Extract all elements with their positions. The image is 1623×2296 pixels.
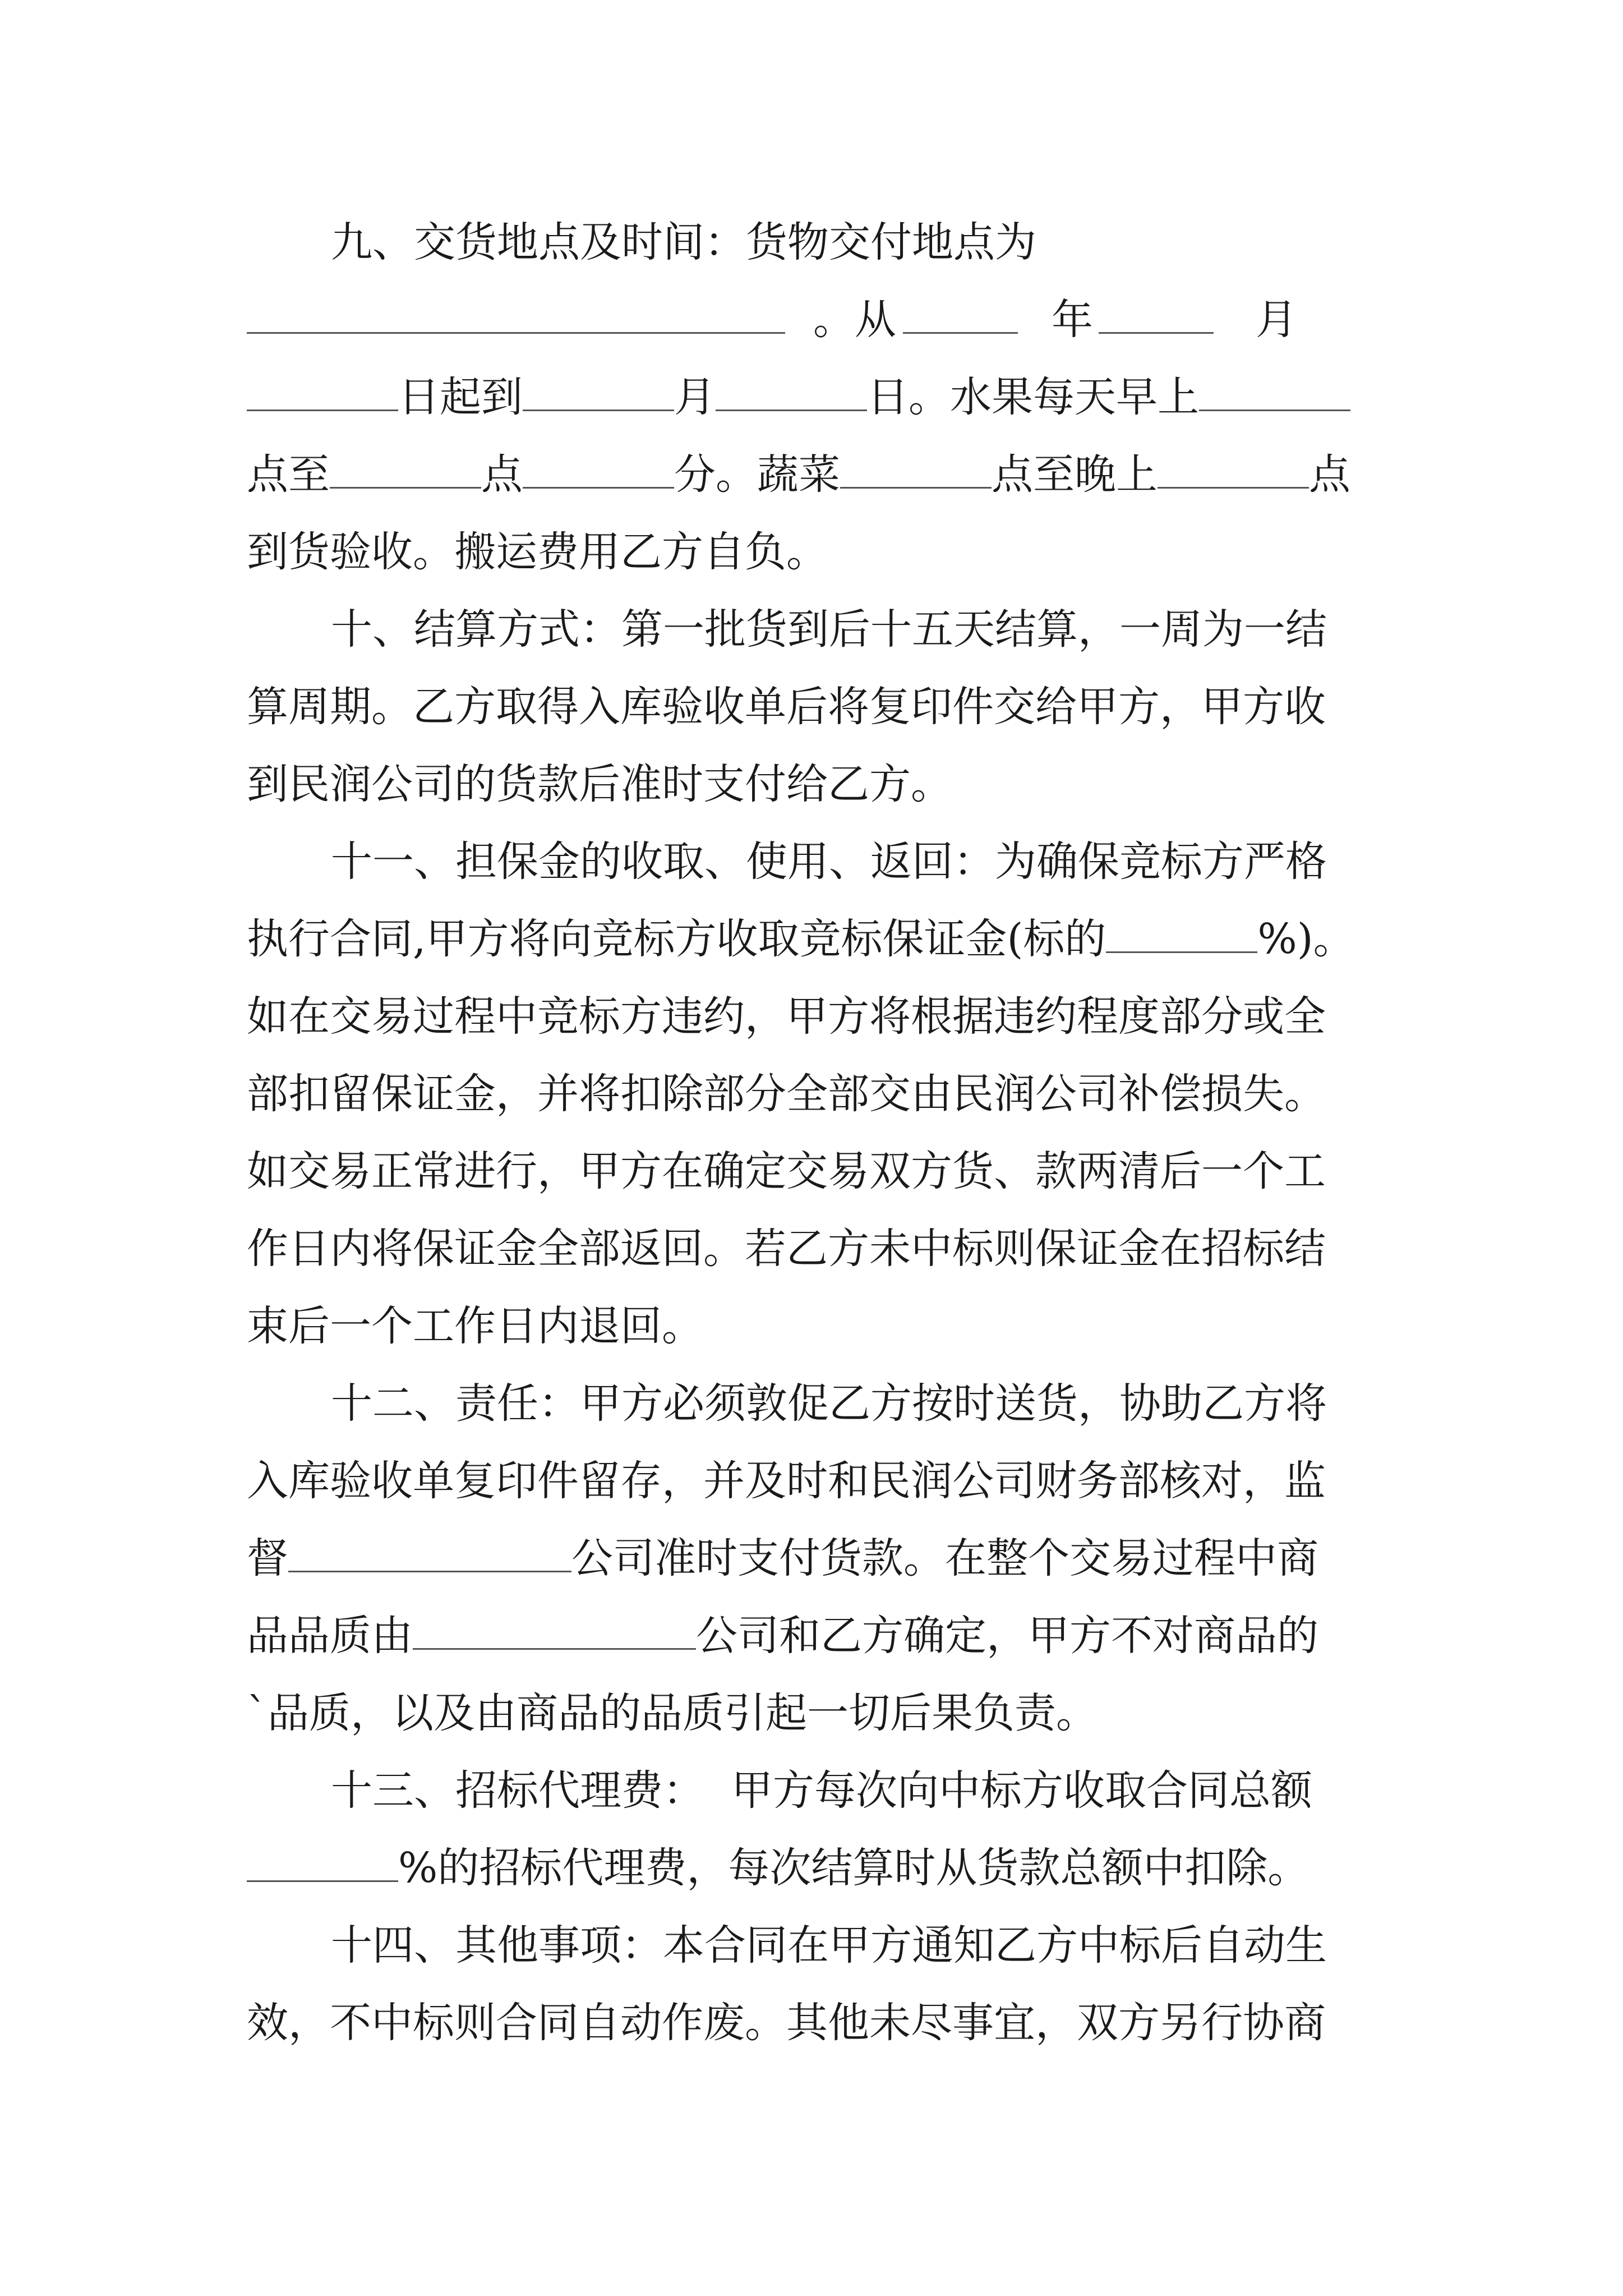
end-day-blank [716, 370, 867, 411]
section-11-line-4 [247, 1060, 1413, 1128]
text-segment: 督 [247, 1534, 288, 1582]
section-10-line-1 [331, 596, 1380, 663]
text-segment: 分。蔬菜 [674, 450, 840, 499]
start-year-blank [903, 293, 1018, 334]
section-11-line-3 [247, 983, 1380, 1050]
text-segment: 效，不中标则合同自动作废。其他未尽事宜，双方另行协商 [247, 1999, 1326, 2047]
section-9-heading-text: 九、交货地点及时间：货物交付地点为 [331, 218, 1036, 266]
section-9-line-4 [247, 441, 1380, 508]
fruit-end-minute-blank [523, 448, 674, 489]
text-segment: 品品质由 [247, 1612, 413, 1660]
end-month-blank [523, 370, 674, 411]
section-9-line-2 [247, 286, 1380, 353]
text-segment: 如交易正常进行，甲方在确定交易双方货、款两清后一个工 [247, 1147, 1326, 1195]
text-segment: 入库验收单复印件留存，并及时和民润公司财务部核对，监 [247, 1457, 1326, 1505]
text-segment: 算周期。乙方取得入库验收单后将复印件交给甲方，甲方收 [247, 683, 1326, 731]
text-segment: 公司准时支付货款。在整个交易过程中商 [571, 1534, 1318, 1582]
text-segment: 公司和乙方确定，甲方不对商品的 [696, 1612, 1318, 1660]
text-segment: 。从 [813, 296, 896, 344]
section-10-line-2 [247, 673, 1380, 740]
section-10-line-3 [247, 751, 1380, 818]
text-segment: 点 [481, 450, 523, 499]
section-13-line-1 [331, 1757, 1380, 1824]
start-month-blank [1099, 293, 1214, 334]
text-segment: `品质，以及由商品的品质引起一切后果负责。 [247, 1689, 1098, 1737]
fruit-end-hour-blank [330, 448, 481, 489]
text-segment: 月 [1256, 296, 1297, 344]
text-segment: %的招标代理费，每次结算时从货款总额中扣除。 [398, 1844, 1310, 1892]
text-segment: 点至 [247, 450, 330, 499]
fruit-start-hour-blank [1199, 370, 1350, 411]
text-segment: 点 [1309, 450, 1350, 499]
section-14-heading-text: 十四、其他事项：本合同在甲方通知乙方中标后自动生 [331, 1921, 1327, 1970]
text-segment: 到货验收。搬运费用乙方自负。 [247, 528, 828, 576]
text-segment: 甲方每次向中标方收取合同总额 [731, 1766, 1312, 1815]
text-segment: 月 [674, 373, 716, 421]
delivery-location-blank [247, 293, 785, 334]
text-segment: 如在交易过程中竞标方违约，甲方将根据违约程度部分或全 [247, 992, 1326, 1041]
vegetable-end-hour-blank [1158, 448, 1309, 489]
section-13-heading-text: 十三、招标代理费： [331, 1766, 704, 1815]
text-segment: 点至晚上 [992, 450, 1158, 499]
text-segment: 执行合同,甲方将向竞标方收取竞标保证金(标的 [247, 915, 1106, 963]
text-segment: %)。 [1257, 915, 1355, 963]
section-10-heading-text: 十、结算方式：第一批货到后十五天结算，一周为一结 [331, 605, 1327, 654]
text-segment: 束后一个工作日内退回。 [247, 1302, 703, 1350]
deposit-percent-blank [1106, 912, 1257, 953]
agency-fee-percent-blank [247, 1841, 398, 1882]
section-12-line-4 [247, 1602, 1380, 1669]
text-segment: 到民润公司的货款后准时支付给乙方。 [247, 760, 952, 808]
section-11-line-6 [247, 1215, 1380, 1282]
section-11-line-5 [247, 1138, 1380, 1205]
section-11-heading-text: 十一、担保金的收取、使用、返回：为确保竞标方严格 [331, 838, 1327, 886]
section-12-line-5 [247, 1680, 1380, 1747]
section-12-line-3 [247, 1525, 1380, 1592]
section-11-line-2 [247, 905, 1436, 973]
text-segment: 日。水果每天早上 [867, 373, 1199, 421]
text-segment: 年 [1052, 296, 1093, 344]
section-14-line-1 [331, 1912, 1380, 1979]
text-segment: 日起到 [398, 373, 523, 421]
section-9-line-5 [247, 518, 1380, 586]
section-9-line-3 [247, 364, 1380, 431]
section-11-line-1 [331, 828, 1380, 895]
vegetable-start-hour-blank [840, 448, 992, 489]
section-12-line-1 [331, 1370, 1380, 1437]
text-segment: 作日内将保证金全部返回。若乙方未中标则保证金在招标结 [247, 1225, 1326, 1273]
section-14-line-2 [247, 1989, 1380, 2056]
section-9-line-1 [331, 209, 1380, 276]
section-13-line-2 [247, 1834, 1380, 1902]
section-12-line-2 [247, 1447, 1380, 1515]
start-day-blank [247, 370, 398, 411]
supervised-company-blank [288, 1531, 571, 1572]
section-12-heading-text: 十二、责任：甲方必须敦促乙方按时送货，协助乙方将 [331, 1379, 1327, 1428]
section-11-line-7 [247, 1292, 1380, 1360]
quality-company-blank [413, 1609, 696, 1650]
text-segment: 部扣留保证金，并将扣除部分全部交由民润公司补偿损失。 [247, 1070, 1326, 1118]
